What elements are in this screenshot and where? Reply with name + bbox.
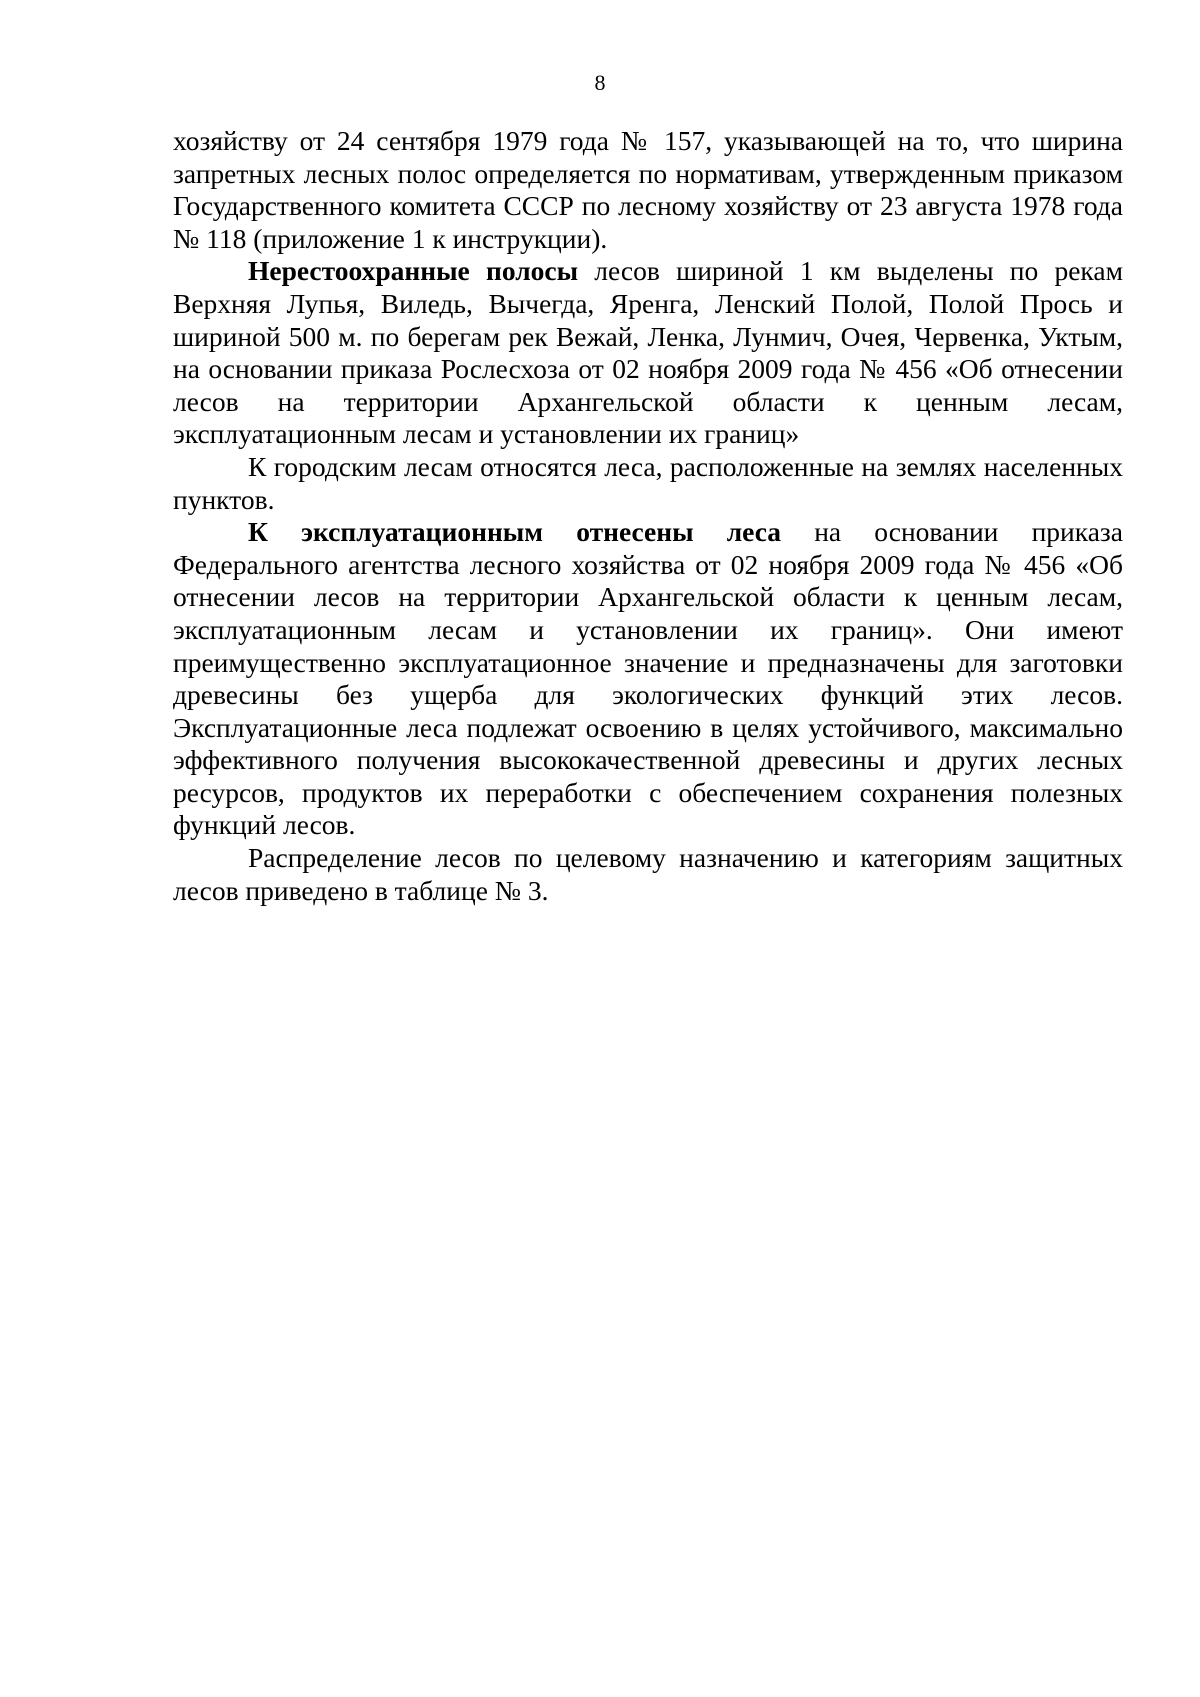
page-number: 8 bbox=[594, 70, 606, 95]
paragraph-spawning-protection-strips bbox=[173, 255, 1123, 451]
paragraph-exploitation-forests bbox=[173, 516, 1123, 842]
paragraph-text: лесов шириной 1 км выделены по рекам Верхняя Лупья, Виледь, Вычегда, Яренга, Ленский Полой, Полой Прось и шириной 500 м. по берегам рек Вежай, Ленка, Лунмич, Очея, Червенка, Уктым, на основании приказа Рослесхоза от 02 ноября 2009 года № 456 «Об отнесении лесов на территории Архангельской области к ценным лесам, эксплуатационным лесам и установлении их границ» bbox=[173, 255, 1123, 450]
paragraph-bold-heading: К эксплуатационным отнесены леса bbox=[248, 516, 781, 548]
document-body bbox=[173, 125, 1123, 907]
paragraph-text: хозяйству от 24 сентября 1979 года № 157, указывающей на то, что ширина запретных лесных полос определяется по нормативам, утвержденным приказом Государственного комитета СССР по лесному хозяйству от 23 августа 1978 года № 118 (приложение 1 к инструкции). bbox=[173, 125, 1123, 254]
paragraph-text: на основании приказа Федерального агентства лесного хозяйства от 02 ноября 2009 года № 456 «Об отнесении лесов на территории Архангельской области к ценным лесам, эксплуатационным лесам и установлении их границ». Они имеют преимущественно эксплуатационное значение и предназначены для заготовки древесины без ущерба для экологических функций этих лесов. Эксплуатационные леса подлежат освоению в целях устойчивого, максимально эффективного получения высококачественной древесины и других лесных ресурсов, продуктов их переработки с обеспечением сохранения полезных функций лесов. bbox=[173, 516, 1123, 841]
paragraph-forest-strips-continued bbox=[173, 125, 1123, 255]
paragraph-text: К городским лесам относятся леса, расположенные на землях населенных пунктов. bbox=[173, 450, 1123, 515]
paragraph-table-reference bbox=[173, 842, 1123, 907]
paragraph-urban-forests bbox=[173, 451, 1123, 516]
paragraph-bold-heading: Нерестоохранные полосы bbox=[248, 255, 579, 287]
paragraph-text: Распределение лесов по целевому назначению и категориям защитных лесов приведено в таблице № 3. bbox=[173, 842, 1123, 906]
